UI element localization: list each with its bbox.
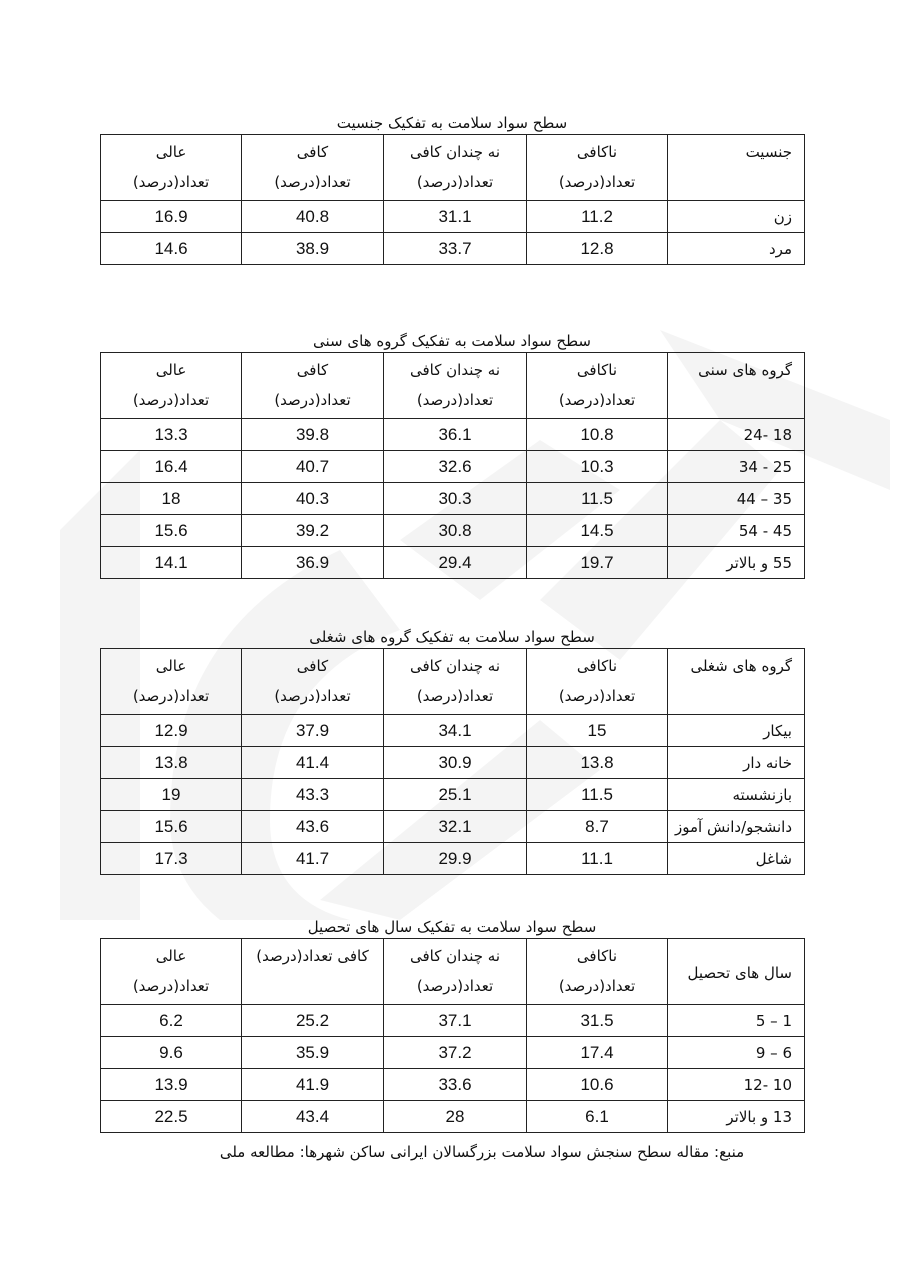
column-header: نه چندان کافی تعداد(درصد) — [384, 649, 527, 715]
cell-value: 16.9 — [101, 201, 242, 233]
column-header: عالی تعداد(درصد) — [101, 135, 242, 201]
row-header: گروه های شغلی — [668, 649, 805, 715]
table-row — [101, 515, 805, 547]
table-occupation-groups — [100, 626, 804, 875]
table-title: سطح سواد سلامت به تفکیک جنسیت — [336, 114, 568, 132]
cell-value: 30.8 — [384, 515, 527, 547]
row-label: 1 – 5 — [668, 1005, 805, 1037]
table-row — [101, 811, 805, 843]
column-header: ناکافی تعداد(درصد) — [527, 649, 668, 715]
row-label: 25 - 34 — [668, 451, 805, 483]
table-title: سطح سواد سلامت به تفکیک سال های تحصیل — [307, 918, 597, 936]
cell-value: 8.7 — [527, 811, 668, 843]
table-row — [101, 1005, 805, 1037]
table-education-years — [100, 916, 804, 1133]
cell-value: 13.3 — [101, 419, 242, 451]
row-label: مرد — [668, 233, 805, 265]
cell-value: 10.6 — [527, 1069, 668, 1101]
cell-value: 25.1 — [384, 779, 527, 811]
table-row — [101, 483, 805, 515]
cell-value: 11.5 — [527, 483, 668, 515]
cell-value: 36.9 — [242, 547, 384, 579]
cell-value: 17.3 — [101, 843, 242, 875]
table-row — [101, 233, 805, 265]
column-header: کافی تعداد(درصد) — [242, 939, 384, 1005]
cell-value: 11.5 — [527, 779, 668, 811]
cell-value: 14.6 — [101, 233, 242, 265]
cell-value: 39.8 — [242, 419, 384, 451]
cell-value: 10.3 — [527, 451, 668, 483]
cell-value: 40.3 — [242, 483, 384, 515]
cell-value: 29.9 — [384, 843, 527, 875]
column-header: ناکافی تعداد(درصد) — [527, 135, 668, 201]
cell-value: 41.4 — [242, 747, 384, 779]
cell-value: 41.7 — [242, 843, 384, 875]
row-header: جنسیت — [668, 135, 805, 201]
column-header: نه چندان کافی تعداد(درصد) — [384, 939, 527, 1005]
cell-value: 10.8 — [527, 419, 668, 451]
table-row — [101, 843, 805, 875]
cell-value: 37.1 — [384, 1005, 527, 1037]
cell-value: 31.1 — [384, 201, 527, 233]
cell-value: 6.1 — [527, 1101, 668, 1133]
column-header: عالی تعداد(درصد) — [101, 353, 242, 419]
cell-value: 30.9 — [384, 747, 527, 779]
cell-value: 6.2 — [101, 1005, 242, 1037]
table-row — [101, 1037, 805, 1069]
table-row — [101, 779, 805, 811]
table-age-groups — [100, 330, 804, 579]
column-header: عالی تعداد(درصد) — [101, 649, 242, 715]
cell-value: 33.7 — [384, 233, 527, 265]
row-label: 55 و بالاتر — [668, 547, 805, 579]
cell-value: 37.9 — [242, 715, 384, 747]
cell-value: 15 — [527, 715, 668, 747]
column-header: ناکافی تعداد(درصد) — [527, 939, 668, 1005]
table-row — [101, 201, 805, 233]
cell-value: 18 — [101, 483, 242, 515]
cell-value: 40.8 — [242, 201, 384, 233]
column-header: نه چندان کافی تعداد(درصد) — [384, 353, 527, 419]
cell-value: 22.5 — [101, 1101, 242, 1133]
cell-value: 13.8 — [101, 747, 242, 779]
row-label: 45 - 54 — [668, 515, 805, 547]
cell-value: 19 — [101, 779, 242, 811]
row-header: گروه های سنی — [668, 353, 805, 419]
cell-value: 37.2 — [384, 1037, 527, 1069]
row-label: دانشجو/دانش آموز — [668, 811, 805, 843]
column-header: کافی تعداد(درصد) — [242, 135, 384, 201]
cell-value: 28 — [384, 1101, 527, 1133]
table-gender — [100, 112, 804, 265]
cell-value: 31.5 — [527, 1005, 668, 1037]
table-row — [101, 419, 805, 451]
cell-value: 15.6 — [101, 515, 242, 547]
cell-value: 25.2 — [242, 1005, 384, 1037]
cell-value: 43.3 — [242, 779, 384, 811]
cell-value: 9.6 — [101, 1037, 242, 1069]
cell-value: 16.4 — [101, 451, 242, 483]
column-header: ناکافی تعداد(درصد) — [527, 353, 668, 419]
cell-value: 36.1 — [384, 419, 527, 451]
row-label: 10 -12 — [668, 1069, 805, 1101]
row-label: شاغل — [668, 843, 805, 875]
cell-value: 30.3 — [384, 483, 527, 515]
table-title: سطح سواد سلامت به تفکیک گروه های سنی — [313, 332, 591, 350]
cell-value: 15.6 — [101, 811, 242, 843]
cell-value: 43.4 — [242, 1101, 384, 1133]
row-header: سال های تحصیل — [668, 939, 805, 1005]
table-row — [101, 1101, 805, 1133]
cell-value: 41.9 — [242, 1069, 384, 1101]
row-label: بازنشسته — [668, 779, 805, 811]
cell-value: 39.2 — [242, 515, 384, 547]
cell-value: 34.1 — [384, 715, 527, 747]
cell-value: 14.1 — [101, 547, 242, 579]
cell-value: 13.8 — [527, 747, 668, 779]
table-row — [101, 1069, 805, 1101]
cell-value: 12.8 — [527, 233, 668, 265]
cell-value: 40.7 — [242, 451, 384, 483]
cell-value: 14.5 — [527, 515, 668, 547]
table-row — [101, 715, 805, 747]
table-row — [101, 547, 805, 579]
cell-value: 33.6 — [384, 1069, 527, 1101]
row-label: زن — [668, 201, 805, 233]
row-label: خانه دار — [668, 747, 805, 779]
column-header: نه چندان کافی تعداد(درصد) — [384, 135, 527, 201]
row-label: بیکار — [668, 715, 805, 747]
row-label: 13 و بالاتر — [668, 1101, 805, 1133]
row-label: 18 -24 — [668, 419, 805, 451]
table-row — [101, 451, 805, 483]
cell-value: 29.4 — [384, 547, 527, 579]
cell-value: 35.9 — [242, 1037, 384, 1069]
cell-value: 32.1 — [384, 811, 527, 843]
cell-value: 19.7 — [527, 547, 668, 579]
cell-value: 32.6 — [384, 451, 527, 483]
cell-value: 11.2 — [527, 201, 668, 233]
column-header: عالی تعداد(درصد) — [101, 939, 242, 1005]
row-label: 35 – 44 — [668, 483, 805, 515]
column-header: کافی تعداد(درصد) — [242, 353, 384, 419]
table-row — [101, 747, 805, 779]
column-header: کافی تعداد(درصد) — [242, 649, 384, 715]
cell-value: 11.1 — [527, 843, 668, 875]
cell-value: 43.6 — [242, 811, 384, 843]
cell-value: 38.9 — [242, 233, 384, 265]
source-note: منبع: مقاله سطح سنجش سواد سلامت بزرگسالان ایرانی ساکن شهرها: مطالعه ملی — [219, 1143, 745, 1161]
cell-value: 17.4 — [527, 1037, 668, 1069]
cell-value: 12.9 — [101, 715, 242, 747]
row-label: 6 – 9 — [668, 1037, 805, 1069]
table-title: سطح سواد سلامت به تفکیک گروه های شغلی — [309, 628, 595, 646]
cell-value: 13.9 — [101, 1069, 242, 1101]
